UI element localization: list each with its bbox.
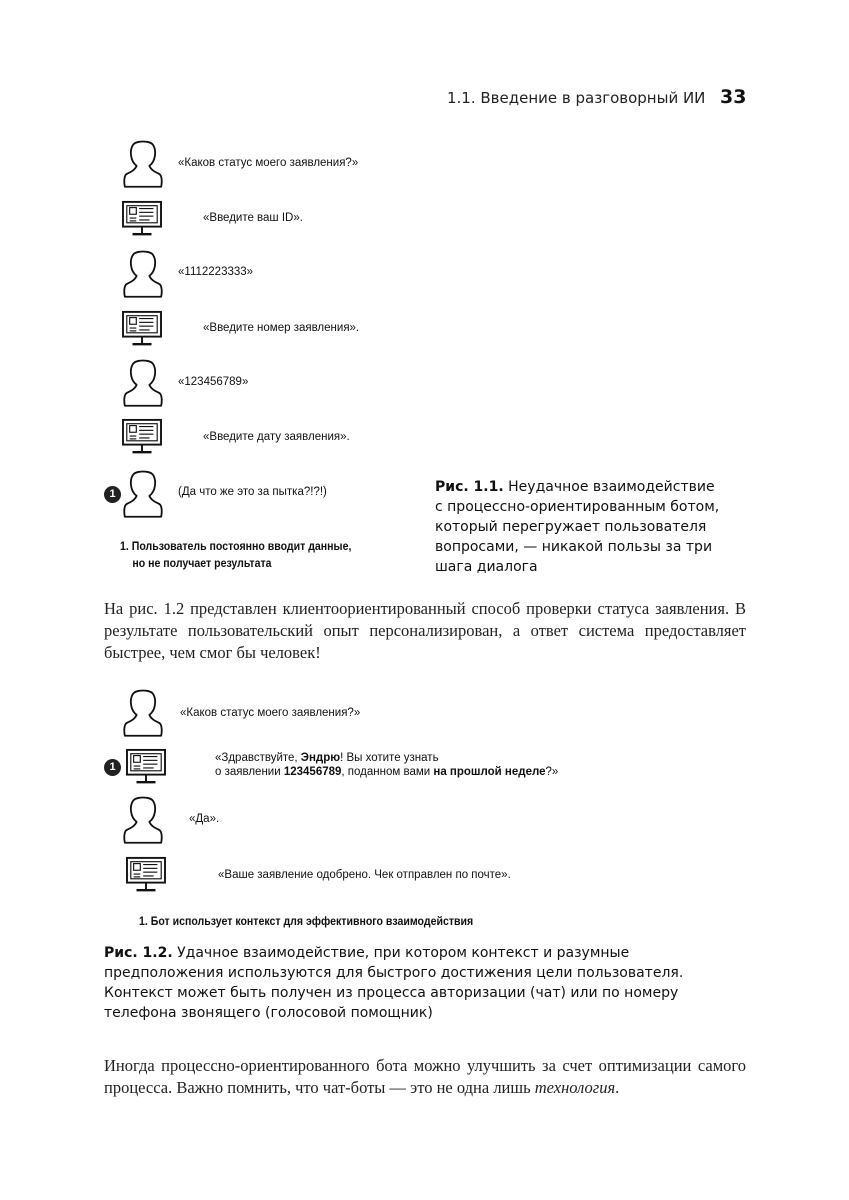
user-icon bbox=[123, 138, 163, 190]
body-paragraph: На рис. 1.2 представлен клиентоориентированный способ проверки статуса заявления. В результате пользовательский опыт персонализирован, а ответ система предоставляет быстрее, чем смог бы человек! bbox=[104, 599, 746, 662]
figure-caption: Рис. 1.1. Неудачное взаимодействие с процессно-ориентированным ботом, который перегружает пользователя вопросами, — никакой пользы за три шага диалога bbox=[435, 479, 720, 575]
user-icon bbox=[123, 468, 163, 520]
dialog-message: «Введите номер заявления». bbox=[203, 322, 360, 334]
user-icon bbox=[123, 794, 163, 846]
user-icon bbox=[123, 687, 163, 739]
dialog-message: «Ваше заявление одобрено. Чек отправлен по почте». bbox=[218, 869, 511, 881]
page-number: 33 bbox=[720, 86, 747, 108]
user-icon bbox=[123, 248, 163, 300]
callout-badge: 1 bbox=[104, 486, 121, 503]
dialog-message: «Введите дату заявления». bbox=[203, 431, 350, 443]
bot-monitor-icon bbox=[125, 748, 167, 786]
dialog-message: «Каков статус моего заявления?» bbox=[180, 707, 361, 719]
dialog-message: «1112223333» bbox=[178, 266, 254, 278]
dialog-message: «Каков статус моего заявления?» bbox=[178, 157, 359, 169]
dialog-message: «Введите ваш ID». bbox=[203, 212, 303, 224]
bot-monitor-icon bbox=[121, 310, 163, 348]
dialog-message: (Да что же это за пытка?!?!) bbox=[178, 486, 327, 498]
body-paragraph: Иногда процессно-ориентированного бота можно улучшить за счет оптимизации самого процесса. Важно помнить, что чат-боты — это не одна лишь технология. bbox=[104, 1056, 746, 1097]
user-icon bbox=[123, 357, 163, 409]
bot-monitor-icon bbox=[121, 200, 163, 238]
figure-note: 1. Бот использует контекст для эффективного взаимодействия bbox=[139, 914, 474, 928]
figure-caption: Рис. 1.2. Удачное взаимодействие, при котором контекст и разумные предположения используются для быстрого достижения цели пользователя. Контекст может быть получен из процесса авторизации (чат) или по номеру телефона звонящего (голосовой помощник) bbox=[104, 945, 684, 1021]
bot-monitor-icon bbox=[125, 856, 167, 894]
dialog-message: «123456789» bbox=[178, 376, 249, 388]
dialog-message: «Да». bbox=[189, 813, 220, 825]
bot-monitor-icon bbox=[121, 418, 163, 456]
dialog-message: «Здравствуйте, Эндрю! Вы хотите узнать о заявлении 123456789, поданном вами на прошлой неделе?» bbox=[215, 752, 559, 778]
running-header-title: 1.1. Введение в разговорный ИИ bbox=[447, 89, 706, 107]
callout-badge: 1 bbox=[104, 759, 121, 776]
figure-note: 1. Пользователь постоянно вводит данные, но не получает результата bbox=[120, 539, 352, 570]
